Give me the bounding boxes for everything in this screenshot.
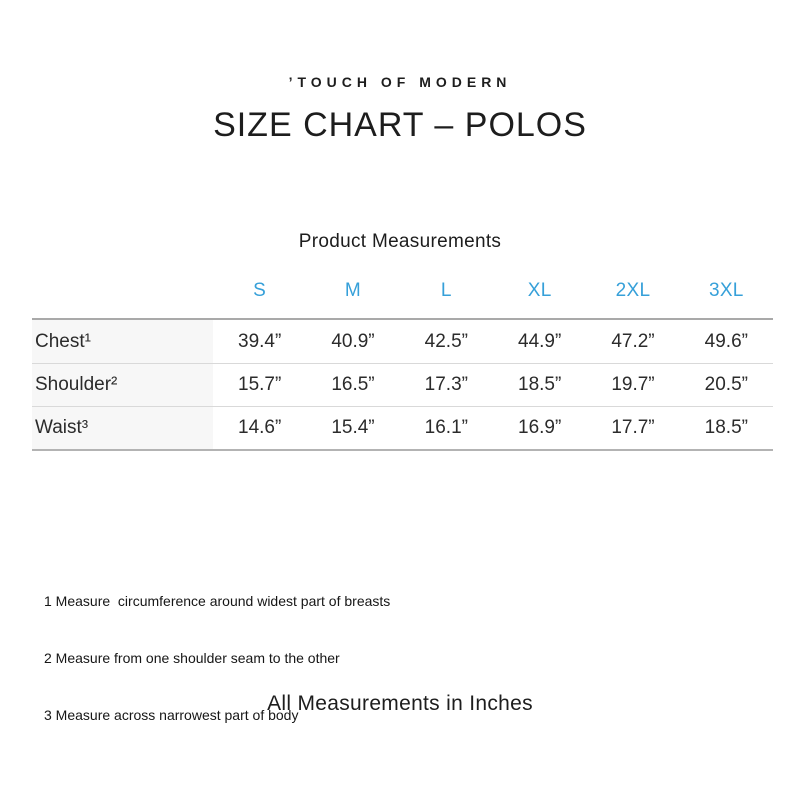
measurement-cell: 15.4” (331, 417, 375, 438)
size-column-header-2xl: 2XL (615, 280, 651, 301)
measurement-cell: 47.2” (611, 330, 655, 352)
table-row-chest (32, 320, 773, 363)
measurement-cell: 14.6” (238, 417, 282, 438)
table-row-shoulder (32, 363, 773, 406)
row-label-waist: Waist³ (32, 407, 213, 449)
measurement-cell: 17.7” (611, 417, 655, 438)
footer-note: All Measurements in Inches (267, 692, 533, 715)
size-column-header-3xl: 3XL (708, 280, 744, 301)
brand-logo: ’TOUCH OF MODERN (288, 74, 512, 90)
measurement-cell: 18.5” (518, 374, 562, 395)
size-header-row (32, 280, 773, 302)
page-title: SIZE CHART – POLOS (213, 106, 587, 144)
footnote-line-3: 3 Measure across narrowest part of body (44, 707, 299, 723)
footnote-line-2: 2 Measure from one shoulder seam to the other (44, 650, 340, 666)
measurement-cell: 20.5” (704, 374, 748, 395)
table-caption: Product Measurements (298, 231, 502, 252)
measurement-cell: 44.9” (518, 330, 562, 352)
table-row-waist (32, 406, 773, 449)
size-column-header-l: L (440, 280, 452, 301)
footnote-line-1: 1 Measure circumference around widest part of breasts (44, 593, 391, 609)
measurement-cell: 39.4” (238, 330, 282, 352)
measurement-cell: 15.7” (238, 374, 282, 395)
measurement-cell: 16.1” (424, 417, 468, 438)
measurement-cell: 16.9” (518, 417, 562, 438)
size-column-header-xl: XL (527, 280, 552, 301)
measurement-cell: 16.5” (331, 374, 375, 395)
size-column-header-s: S (253, 280, 267, 301)
measurement-cell: 19.7” (611, 374, 655, 395)
measurement-cell: 40.9” (331, 330, 375, 352)
measurement-cell: 17.3” (424, 374, 468, 395)
measurement-cell: 18.5” (704, 417, 748, 438)
footnotes (44, 554, 390, 763)
row-label-shoulder: Shoulder² (32, 364, 213, 406)
size-table (32, 318, 773, 451)
measurement-cell: 42.5” (424, 330, 468, 352)
size-column-header-m: M (344, 280, 362, 301)
header-spacer (32, 280, 213, 302)
measurement-cell: 49.6” (704, 330, 748, 352)
row-label-chest: Chest¹ (32, 320, 213, 363)
